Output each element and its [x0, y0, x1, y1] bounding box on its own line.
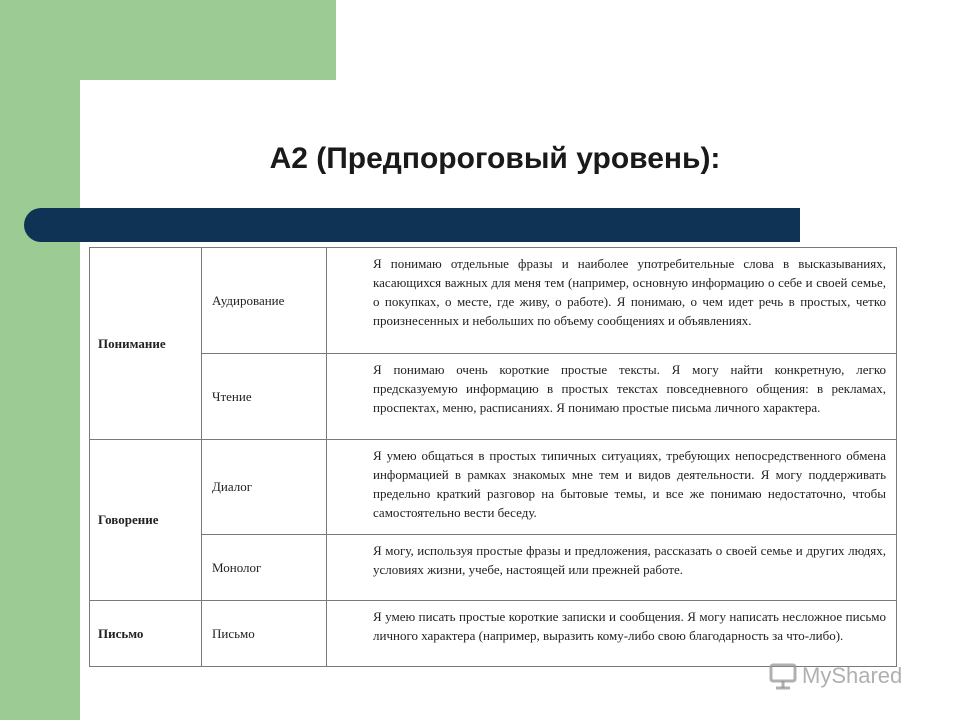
skill-reading: Чтение	[202, 354, 327, 440]
table-row	[90, 440, 897, 535]
description-monologue: Я могу, используя простые фразы и предложения, рассказать о своей семье и других людях, условиях жизни, учебе, настоящей или прежней работе.	[327, 535, 897, 601]
skill-dialogue: Диалог	[202, 440, 327, 535]
table-row	[90, 248, 897, 354]
title-divider-bar	[24, 208, 800, 242]
skill-listening: Аудирование	[202, 248, 327, 354]
skill-writing: Письмо	[202, 601, 327, 667]
myshared-watermark	[768, 660, 928, 692]
table-row	[90, 535, 897, 601]
green-left-stripe	[0, 0, 80, 720]
description-dialogue: Я умею общаться в простых типичных ситуациях, требующих непосредственного обмена информацией в рамках знакомых мне тем и видов деятельности. Я могу поддерживать предельно краткий разговор на бытовые темы, и все же понимаю недостаточно, чтобы самостоятельно вести беседу.	[327, 440, 897, 535]
category-speaking: Говорение	[90, 440, 202, 601]
description-writing: Я умею писать простые короткие записки и сообщения. Я могу написать несложное письмо личного характера (например, выразить кому-либо свою благодарность за что-либо).	[327, 601, 897, 667]
a2-level-table	[89, 247, 897, 667]
slide-title: А2 (Предпороговый уровень):	[269, 142, 721, 175]
presentation-icon	[768, 662, 798, 690]
description-listening: Я понимаю отдельные фразы и наиболее употребительные слова в высказываниях, касающихся важных для меня тем (например, основную информацию о себе и своей семье, о покупках, о месте, где живу, о работе). Я понимаю, о чем идет речь в простых, четко произнесенных и небольших по объему сообщениях и объявлениях.	[327, 248, 897, 354]
category-writing: Письмо	[90, 601, 202, 667]
table-row	[90, 601, 897, 667]
watermark-text: MyShared	[802, 663, 903, 688]
skill-monologue: Монолог	[202, 535, 327, 601]
table-row	[90, 354, 897, 440]
description-reading: Я понимаю очень короткие простые тексты. Я могу найти конкретную, легко предсказуемую информацию в простых текстах повседневного общения: в рекламах, проспектах, меню, расписаниях. Я понимаю простые письма личного характера.	[327, 354, 897, 440]
category-understanding: Понимание	[90, 248, 202, 440]
